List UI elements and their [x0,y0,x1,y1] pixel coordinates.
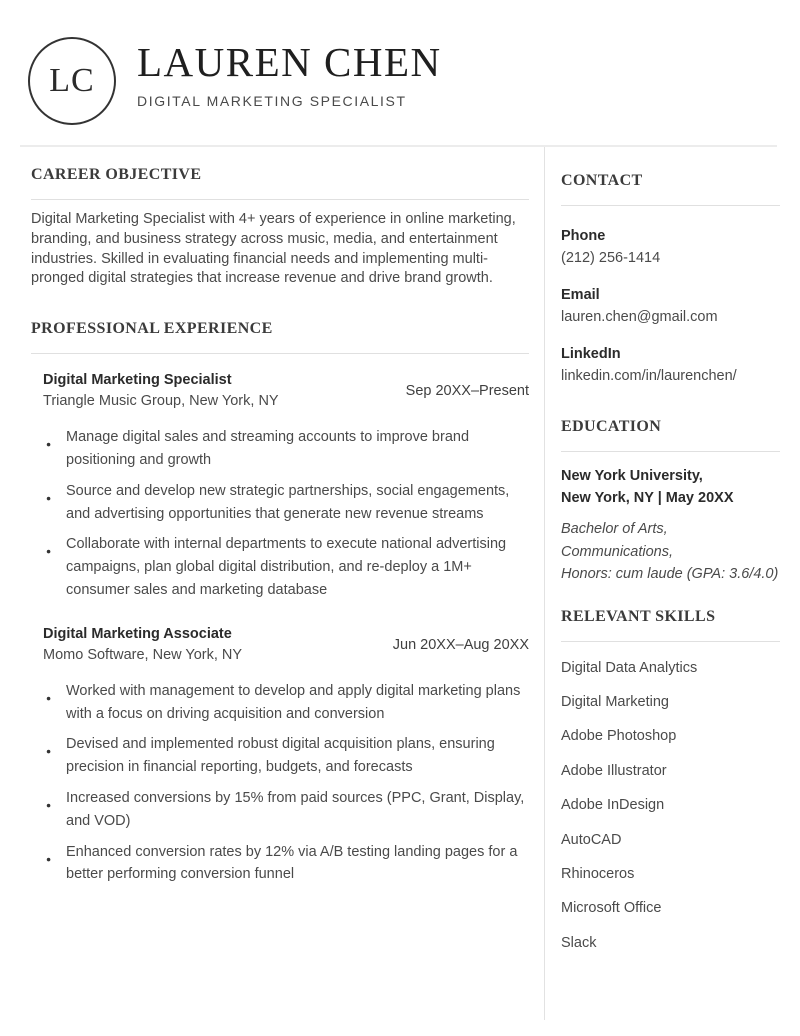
contact-item [561,226,780,268]
job-header [43,370,529,412]
education-section [561,417,780,586]
education-school-line: New York, NY | May 20XX [561,490,734,506]
education-detail-line: Communications, [561,543,674,560]
section-divider [561,205,780,206]
skill-item: Adobe Photoshop [561,728,677,745]
main-column [0,147,545,1020]
skill-item: Adobe InDesign [561,797,665,814]
section-divider [561,641,780,642]
job-bullet-list [43,426,529,602]
skill-item: Adobe Illustrator [561,762,667,779]
education-heading: EDUCATION [561,418,662,435]
job-dates: Sep 20XX–Present [405,383,529,400]
bullet-item: ● Collaborate with internal departments to execute national advertising campaigns, plan global digital distribution, and re-deploy a 1M+ consumer sales and marketing database [43,533,529,601]
candidate-name: LAUREN CHEN [137,39,442,85]
contact-list [561,226,780,386]
bullet-item: ● Manage digital sales and streaming accounts to improve brand positioning and growth [43,426,529,472]
education-detail-line: Honors: cum laude (GPA: 3.6/4.0) [561,566,779,582]
contact-value: linkedin.com/in/laurenchen/ [561,368,737,384]
name-block [137,40,442,109]
contact-value: lauren.chen@gmail.com [561,309,718,325]
skill-item: Digital Data Analytics [561,659,698,676]
skill-item: Slack [561,934,597,951]
contact-label: Email [561,287,600,303]
section-divider [31,353,529,354]
monogram-initials: LC [49,62,95,99]
job-entry-2 [43,624,529,886]
skill-item: Digital Marketing [561,693,669,710]
skill-item: AutoCAD [561,831,622,848]
experience-heading: PROFESSIONAL EXPERIENCE [31,320,273,338]
contact-item [561,285,780,327]
skill-item: Microsoft Office [561,900,662,917]
job-company: Momo Software, New York, NY [43,646,243,663]
contact-value: (212) 256-1414 [561,250,661,266]
resume-header [0,0,800,145]
bullet-item: ● Increased conversions by 15% from paid sources (PPC, Grant, Display, and VOD) [43,787,529,833]
skills-heading: RELEVANT SKILLS [561,607,716,625]
education-school-line: New York University, [561,468,703,484]
section-divider [31,199,529,200]
monogram-badge [28,37,116,125]
bullet-item: ● Devised and implemented robust digital acquisition plans, ensuring precision in financial reporting, budgets, and forecasts [43,733,529,779]
education-details [561,518,780,586]
job-title: Digital Marketing Specialist [43,372,232,389]
skill-item: Rhinoceros [561,865,635,882]
content-columns [0,147,800,1020]
bullet-item: ● Source and develop new strategic partnerships, social engagements, and advertising opportunities that generate new revenue streams [43,480,529,526]
objective-text: Digital Marketing Specialist with 4+ years of experience in online marketing, branding, and business strategy across music, media, and entertainment industries. Skilled in evaluating financial needs and implementing multi-pronged digital strategies that increase revenue and drive brand growth. [31,211,516,287]
sidebar-column [545,147,800,1020]
contact-section [561,171,780,386]
contact-item [561,344,780,386]
bullet-item: ● Worked with management to develop and apply digital marketing plans with a focus on driving acquisition and conversion [43,680,529,726]
contact-heading: CONTACT [561,172,643,189]
job-header [43,624,529,666]
experience-section [31,319,529,886]
education-school [561,465,780,509]
career-objective-heading: CAREER OBJECTIVE [31,166,202,183]
contact-label: LinkedIn [561,346,621,362]
job-bullet-list [43,680,529,886]
job-title-company [43,370,279,412]
skills-list [561,661,780,952]
bullet-item: ● Enhanced conversion rates by 12% via A/B testing landing pages for a better performing conversion funnel [43,841,529,887]
skills-section [561,607,780,952]
job-entry-1 [43,370,529,602]
career-objective-section [31,165,529,289]
job-company: Triangle Music Group, New York, NY [43,393,279,410]
section-divider [561,451,780,452]
job-title-company [43,624,242,666]
contact-label: Phone [561,228,606,244]
job-title: Digital Marketing Associate [43,625,232,642]
job-dates: Jun 20XX–Aug 20XX [392,636,529,653]
professional-title: DIGITAL MARKETING SPECIALIST [137,93,407,109]
education-detail-line: Bachelor of Arts, [561,521,668,537]
